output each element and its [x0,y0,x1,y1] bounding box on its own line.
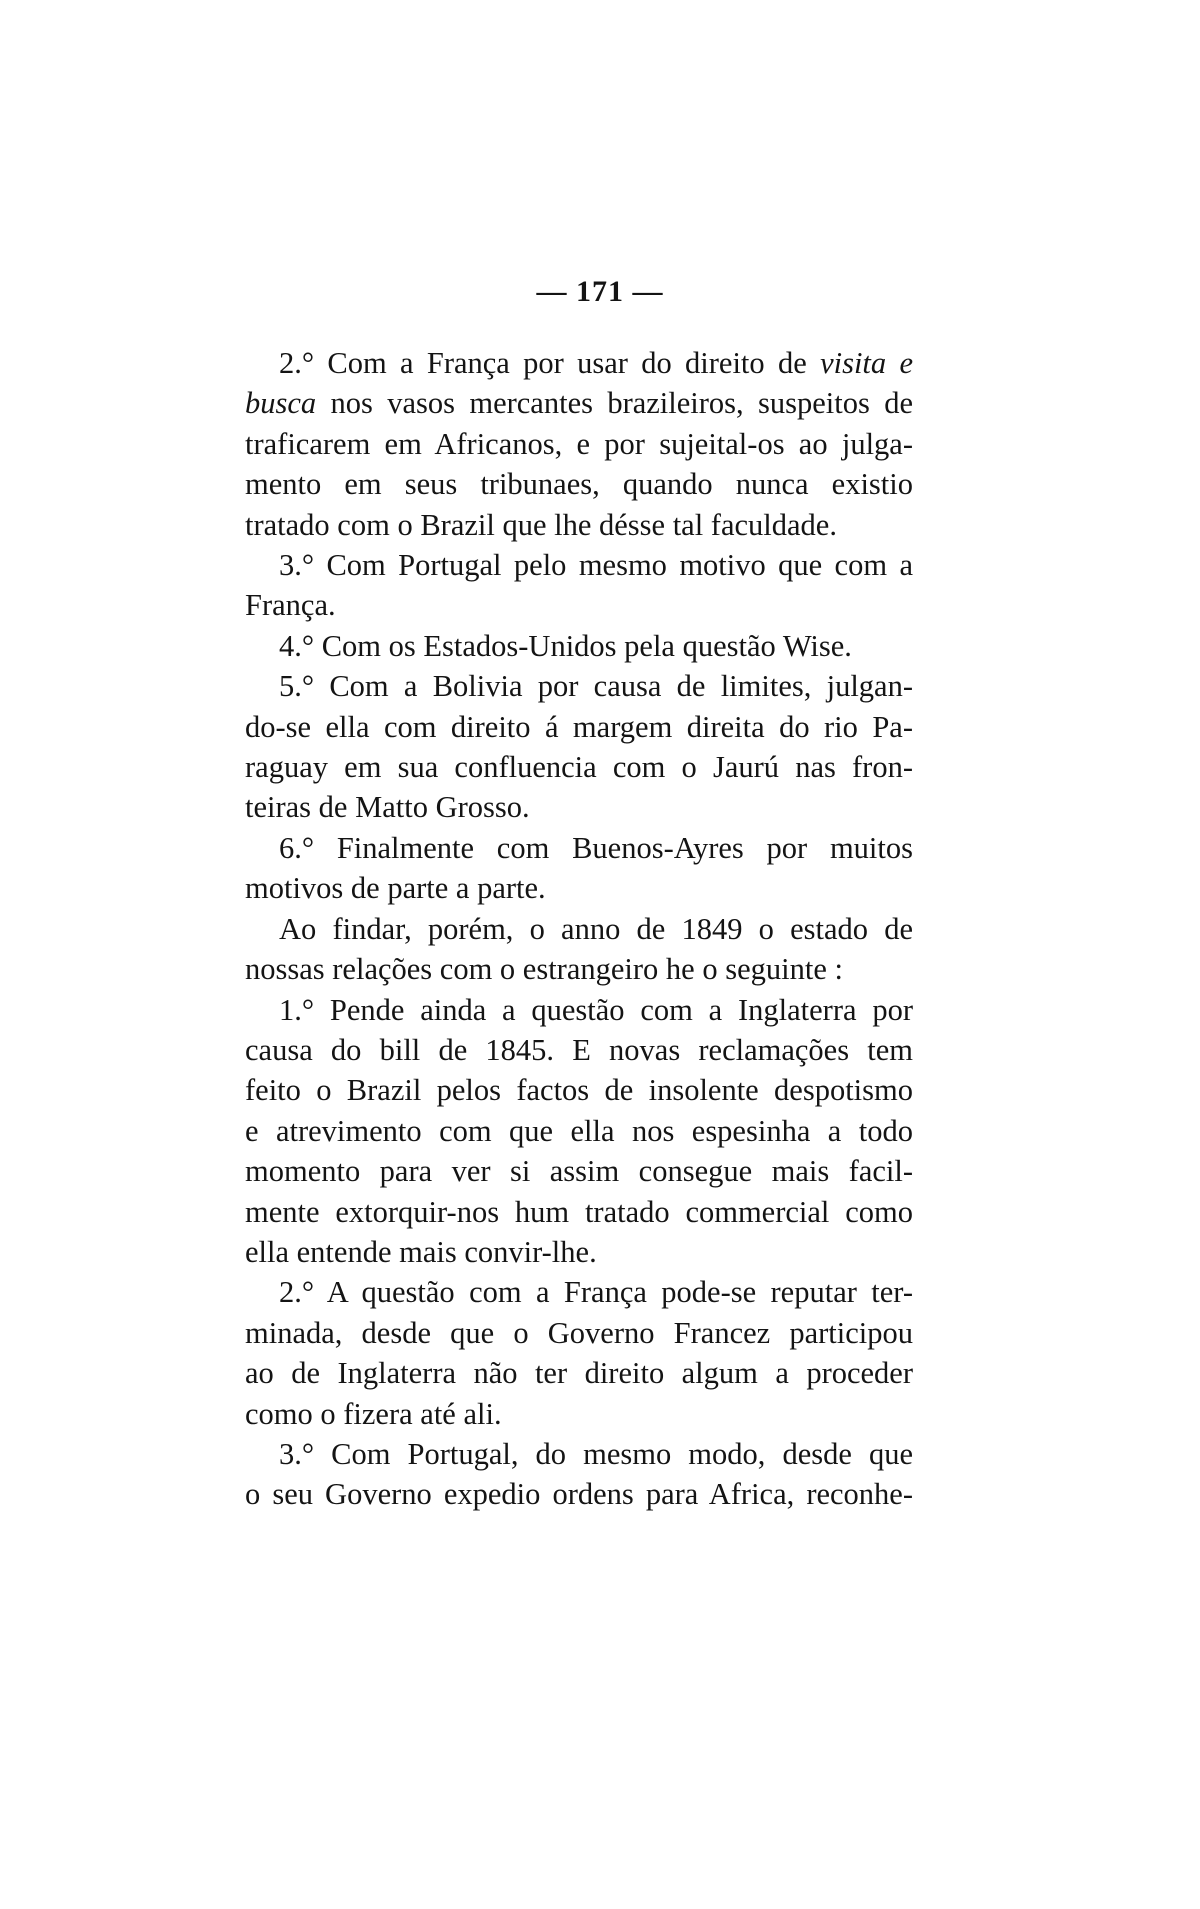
text-line: traficarem em Africanos, e por sujeital-os ao julga- [245,426,913,461]
text-line: mento em seus tribunaes, quando nunca existio [245,467,913,502]
text-line: mente extorquir-nos hum tratado commercial como [245,1194,913,1229]
text-line: 5.° Com a Bolivia por causa de limites, julgan- [279,669,913,704]
text-line: tratado com o Brazil que lhe désse tal faculdade. [245,507,837,542]
text-line: motivos de parte a parte. [245,871,546,906]
text-line: raguay em sua confluencia com o Jaurú nas fron- [245,750,913,785]
body-text [245,343,913,1515]
text-line: 2.° A questão com a França pode-se reputar ter- [279,1275,913,1310]
text-line: 2.° Com a França por usar do direito de visita e [279,346,914,380]
text-line: feito o Brazil pelos factos de insolente despotismo [245,1073,913,1108]
text-line: momento para ver si assim consegue mais facil- [245,1154,913,1189]
text-line: e atrevimento com que ella nos espesinha a todo [245,1113,913,1148]
text-line: teiras de Matto Grosso. [245,790,530,825]
page-number: — 171 — [536,275,664,308]
text-line: 6.° Finalmente com Buenos-Ayres por muitos [279,830,913,865]
text-line: nossas relações com o estrangeiro he o seguinte : [245,952,843,987]
text-line: como o fizera até ali. [245,1396,502,1431]
text-line: 3.° Com Portugal pelo mesmo motivo que com a [279,548,913,583]
text-line: o seu Governo expedio ordens para Africa, reconhe- [245,1477,913,1512]
text-line: 1.° Pende ainda a questão com a Inglaterra por [279,992,913,1027]
text-line: causa do bill de 1845. E novas reclamações tem [245,1032,913,1067]
text-line: 4.° Com os Estados-Unidos pela questão Wise. [279,628,852,663]
text-line: Ao findar, porém, o anno de 1849 o estado de [279,911,913,946]
text-line: 3.° Com Portugal, do mesmo modo, desde que [279,1436,913,1471]
text-line: busca nos vasos mercantes brazileiros, suspeitos de [245,386,913,421]
text-line: ella entende mais convir-lhe. [245,1234,597,1269]
text-line: França. [245,588,336,623]
text-line: minada, desde que o Governo Francez participou [245,1315,913,1350]
text-line: ao de Inglaterra não ter direito algum a proceder [245,1356,913,1391]
text-line: do-se ella com direito á margem direita do rio Pa- [245,709,913,744]
